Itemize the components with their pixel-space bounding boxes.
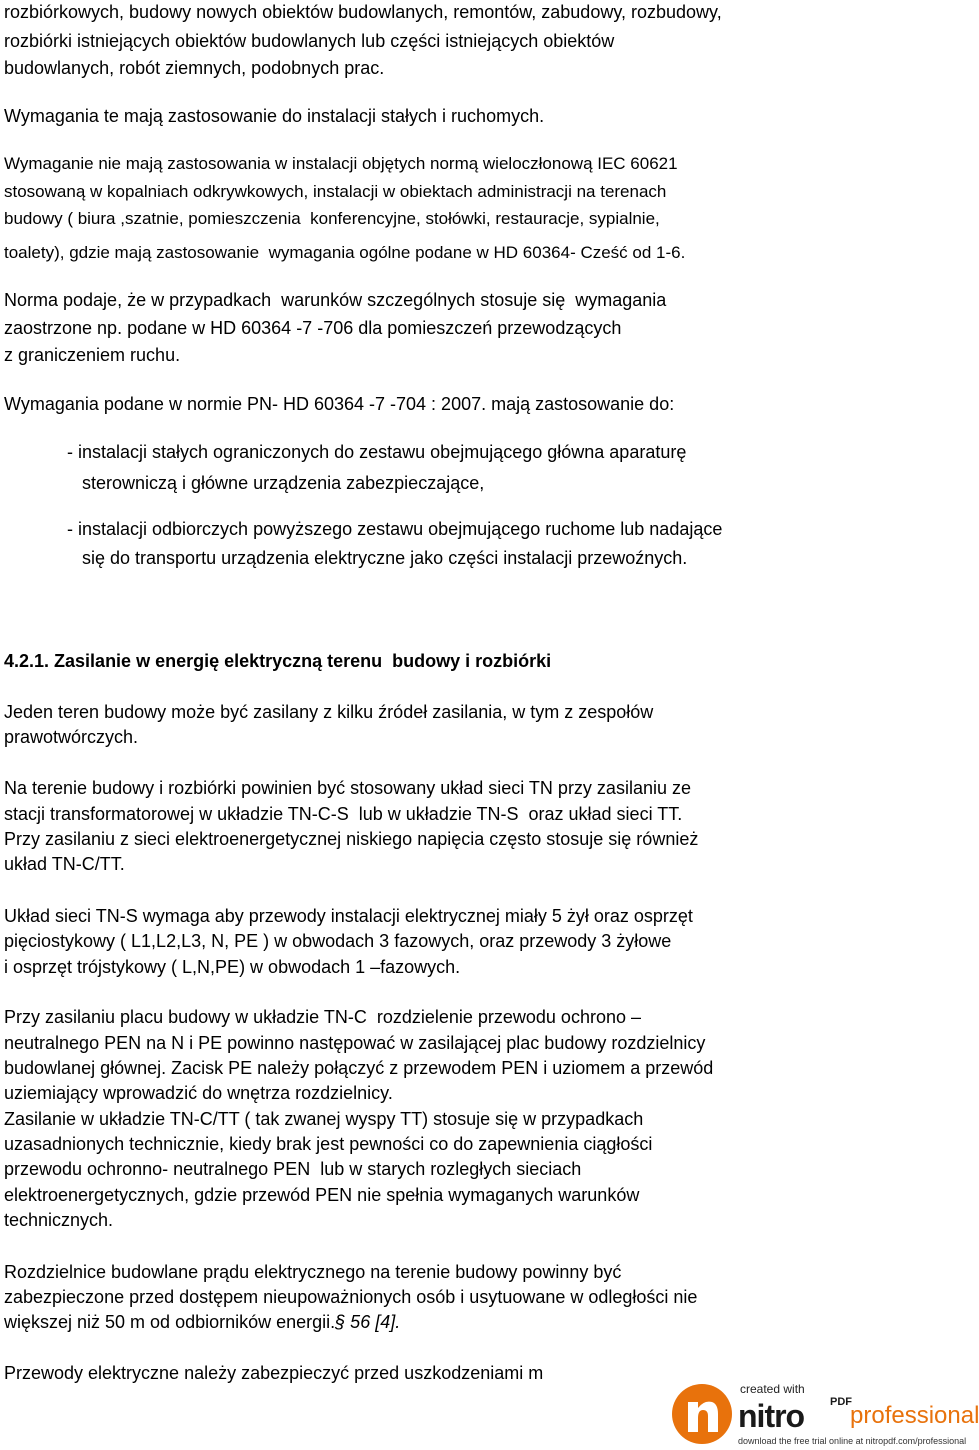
text-line: przewodu ochronno- neutralnego PEN lub w starych rozległych sieciach bbox=[4, 1159, 582, 1179]
text-line: neutralnego PEN na N i PE powinno następować w zasilającej plac budowy rozdzielnicy bbox=[4, 1033, 706, 1053]
text-line: Jeden teren budowy może być zasilany z kilku źródeł zasilania, w tym z zespołów bbox=[4, 702, 654, 722]
text-line: Przy zasilaniu placu budowy w układzie TN-C rozdzielenie przewodu ochrono – bbox=[4, 1007, 641, 1027]
pdf-superscript: PDF bbox=[830, 1396, 852, 1408]
citation: § 56 [4]. bbox=[335, 1312, 401, 1332]
nitro-pdf-watermark-logo bbox=[668, 1374, 979, 1450]
text-line: rozbiórki istniejących obiektów budowlanych lub części istniejących obiektów bbox=[4, 31, 615, 51]
text-line: i osprzęt trójstykowy ( L,N,PE) w obwodach 1 –fazowych. bbox=[4, 957, 461, 977]
text-line: układ TN-C/TT. bbox=[4, 854, 125, 874]
text-line: elektroenergetycznych, gdzie przewód PEN nie spełnia wymaganych warunków bbox=[4, 1185, 640, 1205]
text-line: Norma podaje, że w przypadkach warunków szczególnych stosuje się wymagania bbox=[4, 290, 667, 310]
list-item: - instalacji stałych ograniczonych do zestawu obejmującego główna aparaturę bbox=[67, 442, 687, 462]
trial-footer-text: download the free trial online at nitropdf.com/professional bbox=[738, 1436, 967, 1446]
text-line: Wymaganie nie mają zastosowania w instalacji objętych normą wieloczłonową IEC 60621 bbox=[4, 154, 678, 173]
text-line: zabezpieczone przed dostępem nieupoważnionych osób i usytuowane w odległości nie bbox=[4, 1287, 698, 1307]
list-item: - instalacji odbiorczych powyższego zestawu obejmującego ruchome lub nadające bbox=[67, 519, 723, 539]
text-line: Zasilanie w układzie TN-C/TT ( tak zwanej wyspy TT) stosuje się w przypadkach bbox=[4, 1109, 644, 1129]
text-line: stosowaną w kopalniach odkrywkowych, instalacji w obiektach administracji na terenach bbox=[4, 182, 667, 201]
text-line: pięciostykowy ( L1,L2,L3, N, PE ) w obwodach 3 fazowych, oraz przewody 3 żyłowe bbox=[4, 931, 672, 951]
text-line: budowlanych, robót ziemnych, podobnych prac. bbox=[4, 58, 385, 78]
text-line: Na terenie budowy i rozbiórki powinien być stosowany układ sieci TN przy zasilaniu ze bbox=[4, 778, 691, 798]
text-line: Przewody elektryczne należy zabezpieczyć przed uszkodzeniami m bbox=[4, 1363, 544, 1383]
list-item: sterowniczą i główne urządzenia zabezpieczające, bbox=[82, 473, 485, 493]
text-line: uziemiający wprowadzić do wnętrza rozdzielnicy. bbox=[4, 1083, 393, 1103]
text-line: technicznych. bbox=[4, 1210, 114, 1230]
text-line: prawotwórczych. bbox=[4, 727, 139, 747]
professional-wordmark: professional bbox=[850, 1402, 979, 1429]
text-line: Przy zasilaniu z sieci elektroenergetycznej niskiego napięcia często stosuje się również bbox=[4, 829, 699, 849]
text-line: Wymagania podane w normie PN- HD 60364 -7 -704 : 2007. mają zastosowanie do: bbox=[4, 394, 675, 414]
nitro-wordmark: nitro bbox=[738, 1398, 805, 1434]
text-line: Wymagania te mają zastosowanie do instalacji stałych i ruchomych. bbox=[4, 106, 545, 126]
text-line: z graniczeniem ruchu. bbox=[4, 345, 181, 365]
text-line: toalety), gdzie mają zastosowanie wymagania ogólne podane w HD 60364- Cześć od 1-6. bbox=[4, 243, 686, 262]
nitro-logo-icon bbox=[668, 1374, 738, 1450]
created-with-label: created with bbox=[740, 1382, 805, 1396]
text-line: Rozdzielnice budowlane prądu elektrycznego na terenie budowy powinny być bbox=[4, 1262, 622, 1282]
text-line: Układ sieci TN-S wymaga aby przewody instalacji elektrycznej miały 5 żył oraz osprzęt bbox=[4, 906, 693, 926]
text-line: budowlanej głównej. Zacisk PE należy połączyć z przewodem PEN i uziomem a przewód bbox=[4, 1058, 714, 1078]
text-line: uzasadnionych technicznie, kiedy brak jest pewności co do zapewnienia ciągłości bbox=[4, 1134, 653, 1154]
text-line-with-citation bbox=[4, 1311, 400, 1333]
text-line: stacji transformatorowej w układzie TN-C-S lub w układzie TN-S oraz układ sieci TT. bbox=[4, 804, 683, 824]
list-item: się do transportu urządzenia elektryczne jako części instalacji przewoźnych. bbox=[82, 548, 688, 568]
text-line: budowy ( biura ,szatnie, pomieszczenia konferencyjne, stołówki, restauracje, sypialnie, bbox=[4, 209, 660, 228]
text-line: rozbiórkowych, budowy nowych obiektów budowlanych, remontów, zabudowy, rozbudowy, bbox=[4, 2, 722, 22]
section-heading: 4.2.1. Zasilanie w energię elektryczną terenu budowy i rozbiórki bbox=[4, 651, 552, 671]
text-fragment: większej niż 50 m od odbiorników energii. bbox=[4, 1312, 336, 1332]
text-line: zaostrzone np. podane w HD 60364 -7 -706 dla pomieszczeń przewodzących bbox=[4, 318, 622, 338]
